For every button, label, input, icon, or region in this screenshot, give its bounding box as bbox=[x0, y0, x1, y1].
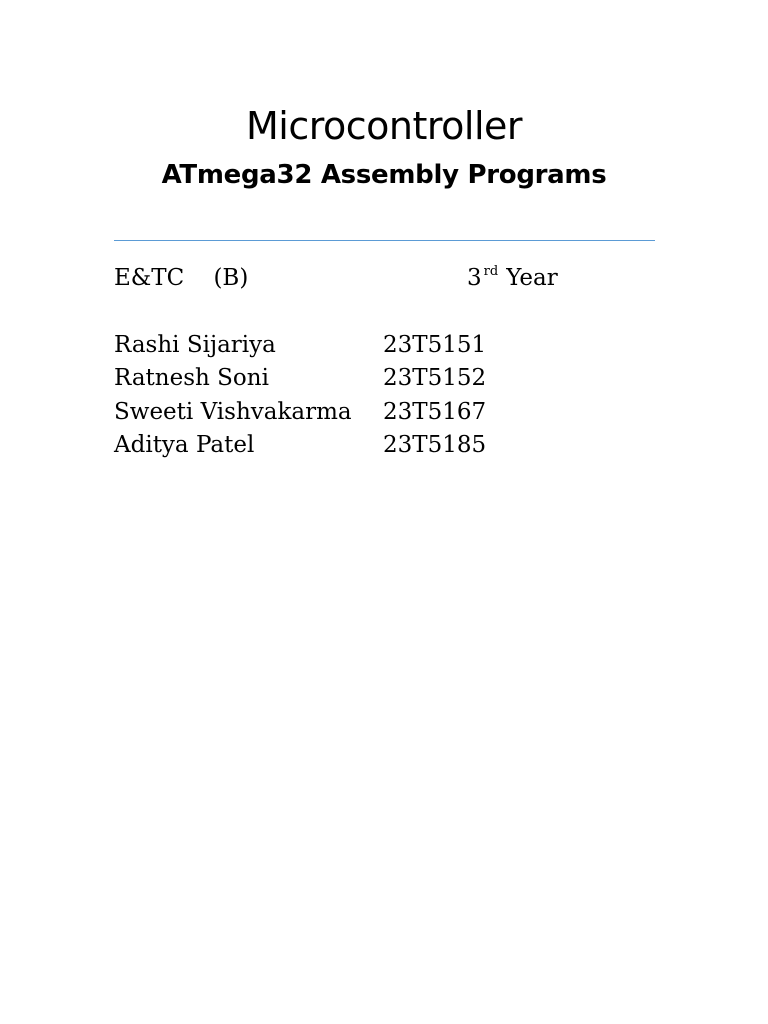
student-roll-number: 23T5167 bbox=[383, 399, 487, 425]
student-name: Aditya Patel bbox=[114, 432, 255, 458]
document-subtitle: ATmega32 Assembly Programs bbox=[161, 160, 607, 190]
student-name: Rashi Sijariya bbox=[114, 332, 276, 358]
department-line bbox=[114, 262, 248, 295]
year-word: Year bbox=[506, 265, 558, 291]
student-roll-number: 23T5151 bbox=[383, 332, 487, 358]
horizontal-divider bbox=[114, 240, 655, 241]
document-title: Microcontroller bbox=[245, 104, 523, 148]
student-roll-number: 23T5185 bbox=[383, 432, 487, 458]
year-line bbox=[467, 262, 558, 295]
student-name: Ratnesh Soni bbox=[114, 365, 269, 391]
year-number: 3 bbox=[467, 265, 482, 291]
division-text: (B) bbox=[213, 265, 249, 291]
student-roll-number: 23T5152 bbox=[383, 365, 487, 391]
student-name: Sweeti Vishvakarma bbox=[114, 399, 352, 425]
year-suffix: rd bbox=[483, 264, 499, 279]
department-text: E&TC bbox=[114, 265, 185, 291]
